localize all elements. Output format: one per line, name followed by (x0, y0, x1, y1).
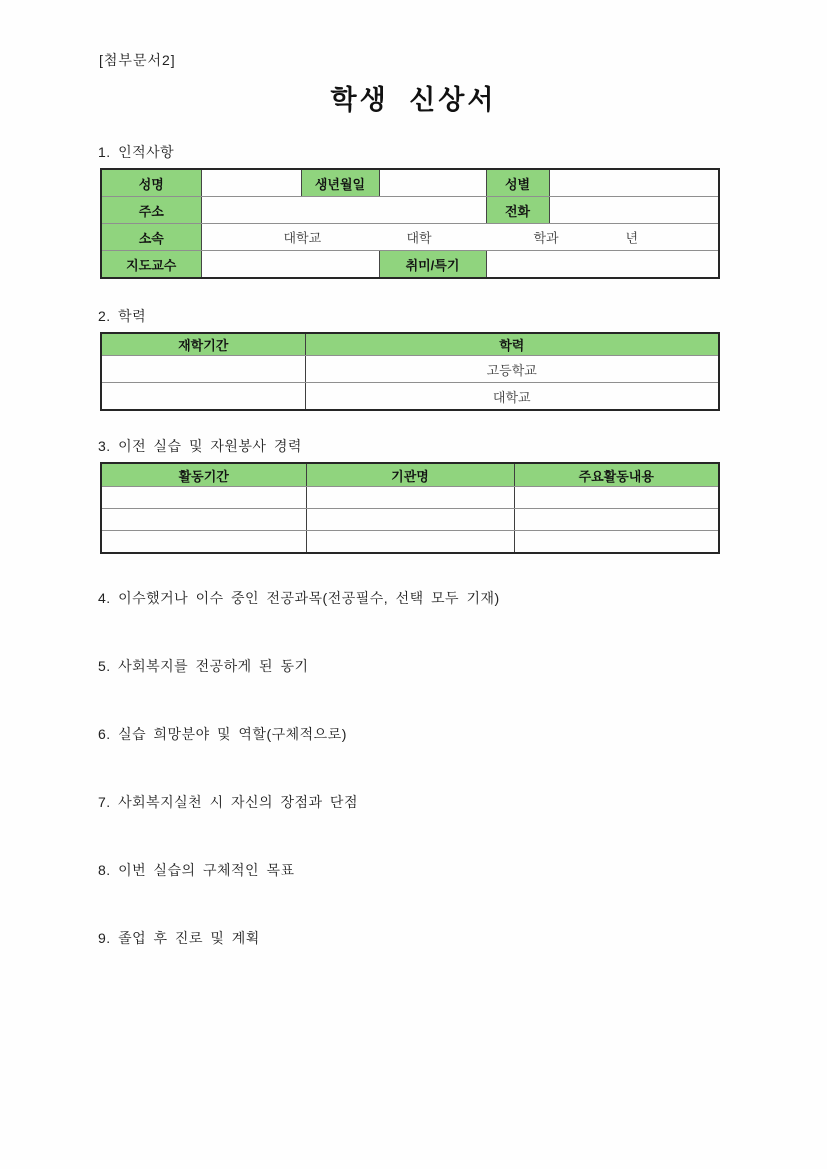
experience-col-period: 활동기간 (101, 463, 306, 487)
education-period-cell (101, 356, 305, 383)
table-row (101, 356, 719, 383)
section-heading-experience: 3. 이전 실습 및 자원봉사 경력 (98, 438, 302, 454)
affiliation-value-cell (201, 224, 719, 251)
education-level-cell: 대학교 (305, 383, 719, 411)
personal-info-table (100, 168, 720, 279)
advisor-value-cell (201, 251, 379, 279)
question-motivation: 5. 사회복지를 전공하게 된 동기 (98, 658, 309, 674)
table-row (101, 531, 719, 554)
name-label-cell: 성명 (101, 169, 201, 197)
table-row (101, 224, 719, 251)
table-row (101, 197, 719, 224)
table-header-row (101, 333, 719, 356)
experience-period-cell (101, 509, 306, 531)
education-col-period: 재학기간 (101, 333, 305, 356)
table-row (101, 509, 719, 531)
experience-col-activity: 주요활동내용 (514, 463, 719, 487)
experience-activity-cell (514, 509, 719, 531)
affiliation-college-suffix: 대학 (406, 230, 432, 246)
education-table (100, 332, 720, 411)
question-desired-field: 6. 실습 희망분야 및 역할(구체적으로) (98, 726, 347, 742)
hobby-value-cell (486, 251, 719, 279)
question-practicum-goals: 8. 이번 실습의 구체적인 목표 (98, 862, 295, 878)
gender-value-cell (549, 169, 719, 197)
question-courses: 4. 이수했거나 이수 중인 전공과목(전공필수, 선택 모두 기재) (98, 590, 500, 606)
question-strengths-weaknesses: 7. 사회복지실천 시 자신의 장점과 단점 (98, 794, 358, 810)
education-col-level: 학력 (305, 333, 719, 356)
experience-table (100, 462, 720, 554)
section-heading-personal: 1. 인적사항 (98, 144, 175, 160)
birthdate-label-cell: 생년월일 (301, 169, 379, 197)
advisor-label-cell: 지도교수 (101, 251, 201, 279)
education-level-cell: 고등학교 (305, 356, 719, 383)
affiliation-year-suffix: 년 (625, 230, 639, 246)
experience-organization-cell (306, 509, 514, 531)
affiliation-department-suffix: 학과 (533, 230, 559, 246)
address-label-cell: 주소 (101, 197, 201, 224)
education-period-cell (101, 383, 305, 411)
address-value-cell (201, 197, 486, 224)
affiliation-university-suffix: 대학교 (283, 230, 322, 246)
table-row (101, 383, 719, 411)
table-row (101, 487, 719, 509)
experience-organization-cell (306, 531, 514, 554)
experience-organization-cell (306, 487, 514, 509)
phone-label-cell: 전화 (486, 197, 549, 224)
page-title: 학생 신상서 (330, 85, 497, 115)
name-value-cell (201, 169, 301, 197)
phone-value-cell (549, 197, 719, 224)
experience-col-organization: 기관명 (306, 463, 514, 487)
experience-activity-cell (514, 531, 719, 554)
table-header-row (101, 463, 719, 487)
experience-period-cell (101, 487, 306, 509)
birthdate-value-cell (379, 169, 486, 197)
experience-period-cell (101, 531, 306, 554)
experience-activity-cell (514, 487, 719, 509)
gender-label-cell: 성별 (486, 169, 549, 197)
attachment-label: [첨부문서2] (99, 52, 176, 68)
table-row (101, 251, 719, 279)
affiliation-label-cell: 소속 (101, 224, 201, 251)
hobby-label-cell: 취미/특기 (379, 251, 486, 279)
table-row (101, 169, 719, 197)
question-career-plan: 9. 졸업 후 진로 및 계획 (98, 930, 260, 946)
section-heading-education: 2. 학력 (98, 308, 147, 324)
